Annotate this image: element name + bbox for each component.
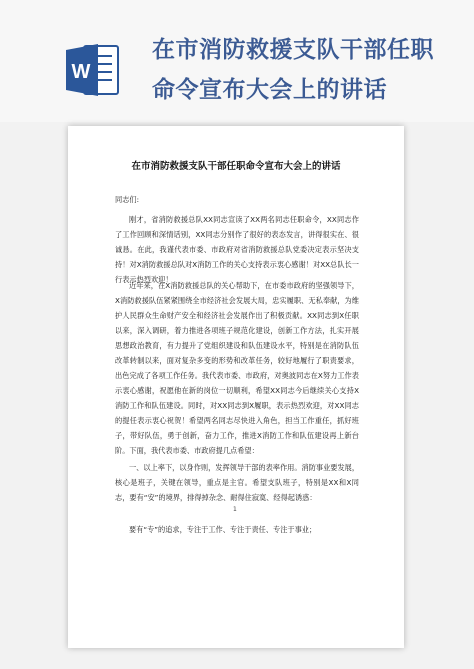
paragraph-1: 刚才，省消防救援总队XX同志宣读了XX两名同志任职命令，XX同志作了工作回顾和深情话别，XX同志分别作了很好的表态发言，讲得很实在、很诚恳。在此，我谨代表市委、市政府对省消防救援总队党委决定表示坚决支持！对X消防救援总队对X消防工作的关心支持表示衷心感谢！对XX总队长一行表示热烈欢迎！ (115, 215, 359, 284)
header-banner (0, 0, 474, 122)
header-title: 在市消防救援支队干部任职命令宣布大会上的讲话 (152, 37, 434, 103)
document-title: 在市消防救援支队干部任职命令宣布大会上的讲话 (131, 161, 341, 172)
paragraph-4: 要有“专”的追求，专注于工作、专注于责任、专注于事业； (129, 525, 317, 534)
paragraph-3: 一、以上率下，以身作则，发挥领导干部的表率作用。消防事业要发展，核心是班子，关键在领导，重点是主官。希望支队班子，特别是XX和X同志，要有“安”的境界，排得掉杂念、耐得住寂寞、经得起诱惑： (115, 463, 360, 502)
document-page (68, 126, 404, 648)
salutation: 同志们: (115, 195, 139, 204)
word-icon (66, 40, 120, 100)
page-number: 1 (233, 506, 237, 513)
word-icon-letter: W (71, 61, 91, 83)
paragraph-2: 近年来，在X消防救援总队的关心帮助下，在市委市政府的坚强领导下，X消防救援队伍紧紧围绕全市经济社会发展大局，忠实履职、无私奉献，为维护人民群众生命财产安全和经济社会发展作出了积极贡献。XX同志到X任职以来，深入调研，着力推进各项班子规范化建设，创新工作方法，扎实开展思想政治教育，有力提升了党组织建设和队伍建设水平，特别是在消防队伍改革转制以来，面对复杂多变的形势和改革任务，较好地履行了职责要求，出色完成了各项工作任务。我代表市委、市政府，对奥波同志在X努力工作表示衷心感谢，祝愿他在新的岗位一切顺利，希望XX同志今后继续关心支持X消防工作和队伍建设。同时，对XX同志到X履职，表示热烈欢迎，对XX同志的提任表示衷心祝贺！希望两名同志尽快进入角色，担当工作重任，抓好班子，带好队伍，勇于创新，奋力工作，推进X消防工作和队伍建设再上新台阶。下面，我代表市委、市政府提几点希望： (115, 281, 359, 455)
